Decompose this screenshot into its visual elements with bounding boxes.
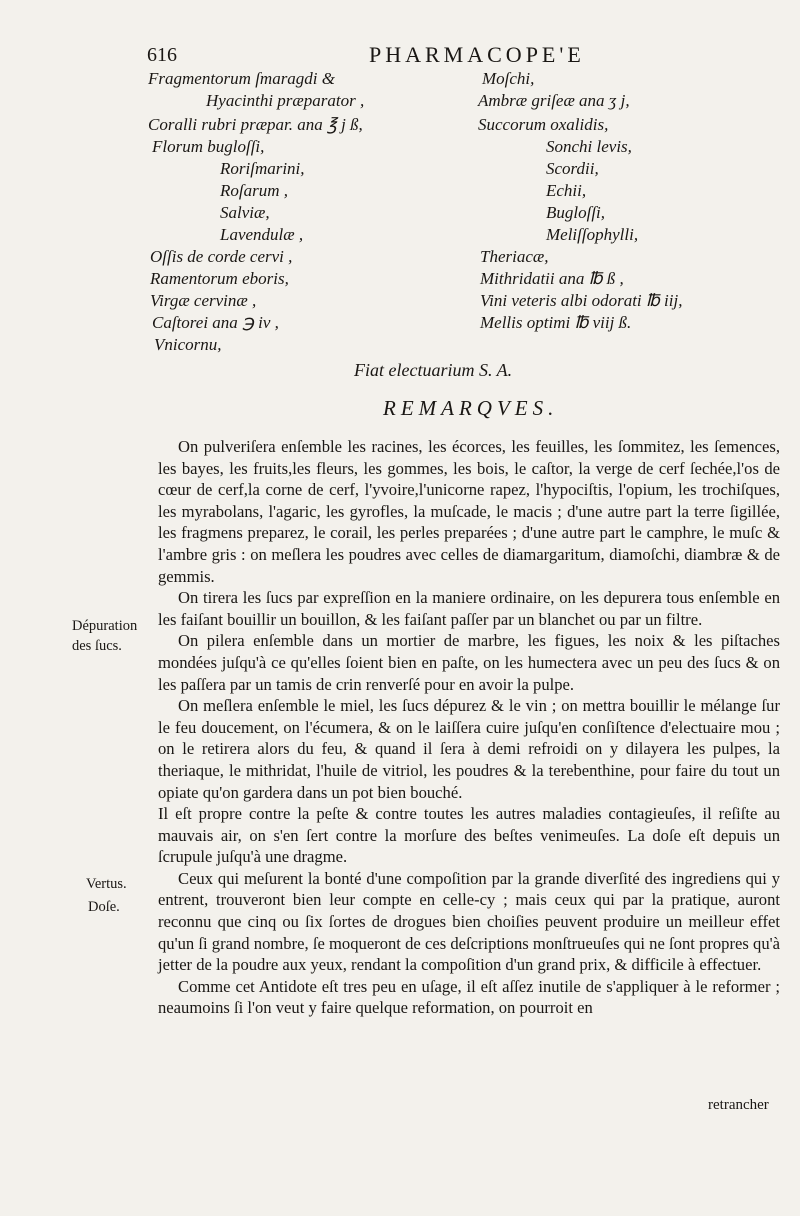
running-title: PHARMACOPE'E xyxy=(369,42,585,67)
ingredient-line: Virgæ cervinæ , xyxy=(150,291,257,310)
paragraph-critique: Ceux qui meſurent la bonté d'une compoſition par la grande diverſité des ingrediens qui y entrent, trouveront bien leur compte en celle-cy ; mais ceux qui par la pratique, auront reconnu que cinq ou ſix ſortes de drogues bien choiſies peuvent produire un meilleur effet qu'un ſi grand nombre, ſe moqueront de ces deſcriptions monſtrueuſes qui ne ſont propres qu'à jetter de la poudre aux yeux, rendant la compoſition d'un grand prix, & difficile à effectuer. xyxy=(158,868,780,975)
ingredient-line: Caſtorei ana ℈ iv , xyxy=(152,313,279,332)
ingredient-line: Mithridatii ana ℔ ß , xyxy=(480,269,624,288)
ingredient-line: Coralli rubri præpar. ana ℥ j ß, xyxy=(148,115,363,134)
paragraph-pulverisation: On pulveriſera enſemble les racines, les écorces, les feuilles, les ſommitez, les ſemences, les bayes, les fruits,les fleurs, les gommes, les bois, le caſtor, la verge de cerf ſechée,l'os de cœur de cerf,la corne de cerf, l'yvoire,l'unicorne rapez, l'hypociſtis, l'opium, les trochiſques, les myrabolans, l'agaric, les gyrofles, la muſcade, le macis ; d'une autre part la terre ſigillée, les fragmens preparez, le corail, les perles preparées ; d'une autre part le camphre, le muſc & l'ambre gris : on meſlera les poudres avec celles de diamargaritum, diamoſchi, diambræ & de gemmis. xyxy=(158,437,780,586)
paragraph-vertus: Il eſt propre contre la peſte & contre toutes les autres maladies contagieuſes, il reſiſte au mauvais air, on s'en ſert contre la morſure des beſtes venimeuſes. La doſe eſt depuis un ſcrupule juſqu'à une dragme. xyxy=(158,804,780,867)
ingredient-line: Ramentorum eboris, xyxy=(150,269,289,288)
catchword: retrancher xyxy=(708,1097,769,1113)
paragraph-mixing: On meſlera enſemble le miel, les ſucs dépurez & le vin ; on mettra bouillir le mélange ſur le feu doucement, on l'écumera, & on le laiſſera cuire juſqu'en conſiſtence d'electuaire mou ; on le retirera alors du feu, & quand il ſera à demi refroidi on y dilayera les pulpes, la theriaque, le mithridat, l'huile de vitriol, les poudres & la terebenthine, pour faire du tout un opiate qu'on gardera dans un pot bien bouché. xyxy=(158,696,780,802)
remarks-body xyxy=(158,436,780,1019)
ingredient-line: Roſarum , xyxy=(220,181,288,200)
margin-note-depuration-line2: des ſucs. xyxy=(72,638,122,654)
paragraph-reformation: Comme cet Antidote eſt tres peu en uſage, il eſt aſſez inutile de s'appliquer à le reformer ; neaumoins ſi l'on veut y faire quelque reformation, on pourroit en xyxy=(158,976,780,1018)
margin-note-depuration-line1: Dépuration xyxy=(72,618,138,634)
ingredient-line: Vnicornu, xyxy=(154,335,222,354)
ingredient-line: Echii, xyxy=(546,181,587,200)
ingredient-list xyxy=(0,68,800,358)
ingredient-line: Succorum oxalidis, xyxy=(478,115,609,134)
ingredient-line: Fragmentorum ſmaragdi & xyxy=(148,69,335,88)
page-header xyxy=(147,44,780,68)
page-number: 616 xyxy=(147,44,177,66)
ingredient-line: Meliſſophylli, xyxy=(546,225,639,244)
ingredient-line: Florum bugloſſi, xyxy=(152,137,265,156)
ingredient-line: Mellis optimi ℔ viij ß. xyxy=(480,313,632,332)
ingredient-line: Bugloſſi, xyxy=(546,203,606,222)
ingredient-line: Scordii, xyxy=(546,159,599,178)
paragraph-pilage: On pilera enſemble dans un mortier de marbre, les figues, les noix & les piſtaches mondées juſqu'à ce qu'elles ſoient bien en paſte, on les humectera avec un peu des ſucs & on les paſſera par un tamis de crin renverſé pour en avoir la pulpe. xyxy=(158,631,780,694)
margin-note-vertus: Vertus. xyxy=(86,876,127,892)
paragraph-depuration: On tirera les ſucs par expreſſion en la maniere ordinaire, on les depurera tous enſemble en les faiſant bouillir un bouillon, & les faiſant paſſer par un blanchet ou par un filtre. xyxy=(158,588,780,629)
ingredient-line: Theriacæ, xyxy=(480,247,549,266)
ingredient-line: Moſchi, xyxy=(482,69,535,88)
fiat-line: Fiat electuarium S. A. xyxy=(354,360,513,380)
ingredient-line: Ambræ griſeæ ana ʒ j, xyxy=(478,91,630,110)
ingredient-line: Sonchi levis, xyxy=(546,137,632,156)
margin-note-dose: Doſe. xyxy=(88,899,120,915)
section-title: REMARQVES. xyxy=(383,396,559,420)
ingredient-line: Vini veteris albi odorati ℔ iij, xyxy=(480,291,683,310)
ingredient-line: Salviæ, xyxy=(220,203,270,222)
ingredient-line: Roriſmarini, xyxy=(220,159,305,178)
ingredient-line: Hyacinthi præparator , xyxy=(206,91,365,110)
ingredient-line: Oſſis de corde cervi , xyxy=(150,247,293,266)
ingredient-line: Lavendulæ , xyxy=(220,225,304,244)
